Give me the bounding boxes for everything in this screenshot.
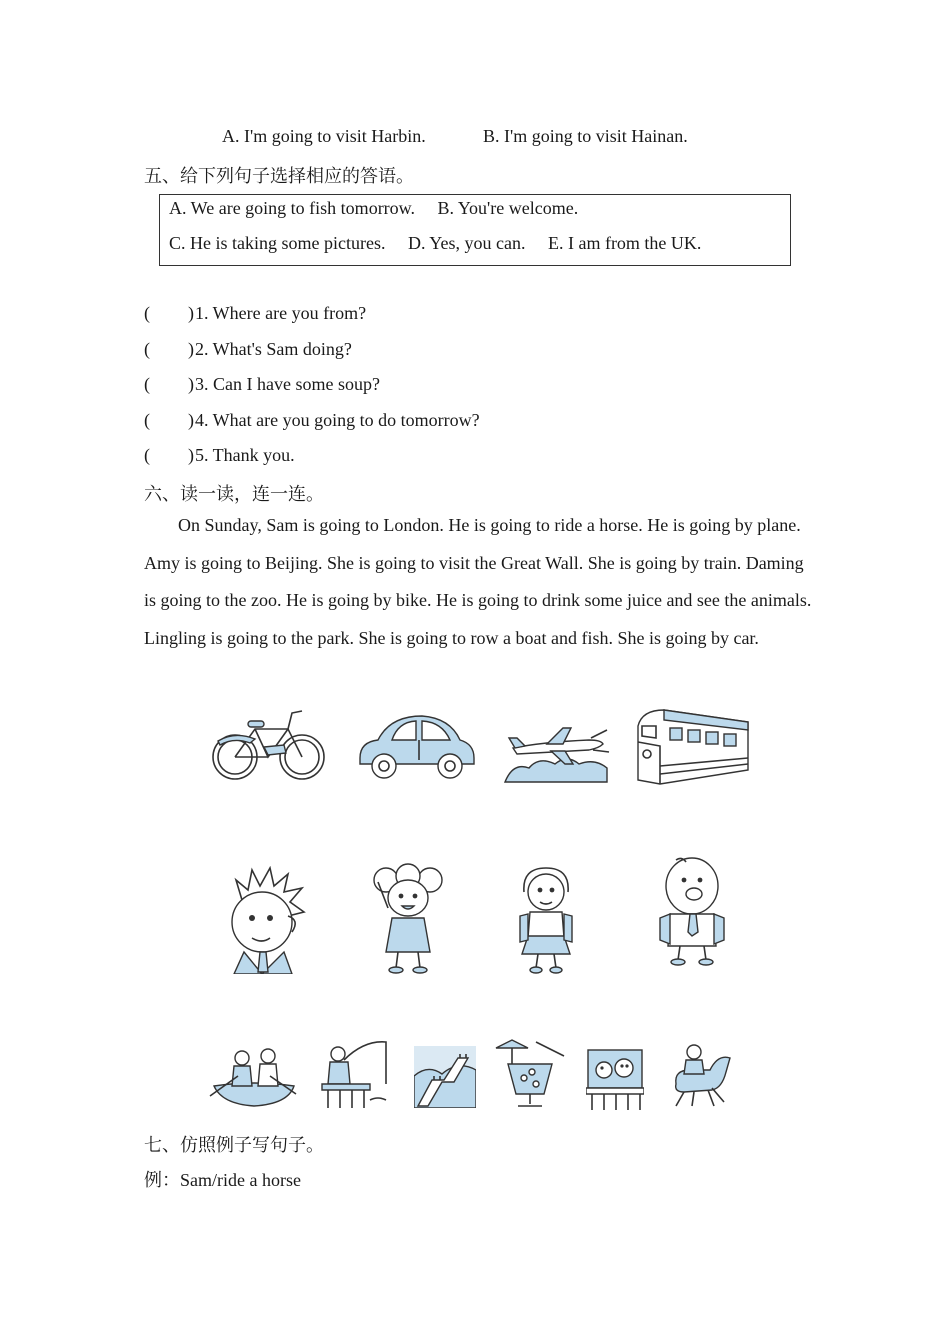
option-a: A. I'm going to visit Harbin.	[222, 126, 426, 146]
section6-heading: 六、读一读，连一连。	[144, 484, 324, 504]
bracket-open: (	[144, 374, 150, 394]
option-b: B. I'm going to visit Hainan.	[483, 126, 688, 146]
bracket-open: (	[144, 410, 150, 430]
juice-picture	[494, 1038, 566, 1110]
great-wall-picture	[414, 1046, 476, 1108]
car-picture	[356, 712, 478, 782]
section7-heading: 七、仿照例子写句子。	[144, 1135, 324, 1155]
question-text: 4. What are you going to do tomorrow?	[195, 410, 480, 430]
bracket-open: (	[144, 339, 150, 359]
answer-box	[159, 194, 791, 266]
boy-spiky-hair-picture	[222, 866, 308, 974]
bracket-open: (	[144, 303, 150, 323]
girl-backpack-picture	[514, 862, 578, 974]
section5-heading: 五、给下列句子选择相应的答语。	[144, 166, 414, 186]
boy-round-head-picture	[656, 854, 728, 966]
zoo-animals-picture	[586, 1048, 644, 1110]
reading-passage: On Sunday, Sam is going to London. He is going to ride a horse. He is going by plane. Amy is going to Beijing. She is going to visit the Great Wall. She is going by train. Daming is going to the zoo. He is going by bike. He is going to drink some juice and see the animals. Lingling is going to the park. She is going to row a boat and fish. She is going by car.	[144, 515, 812, 648]
bracket-close: )	[188, 374, 194, 394]
question-text: 5. Thank you.	[195, 445, 295, 465]
bracket-close: )	[188, 339, 194, 359]
answer-box-line-2: C. He is taking some pictures. D. Yes, you can. E. I am from the UK.	[169, 233, 702, 253]
bracket-close: )	[188, 445, 194, 465]
answer-box-line-1: A. We are going to fish tomorrow. B. You're welcome.	[169, 198, 579, 218]
ride-horse-picture	[664, 1044, 736, 1108]
train-picture	[634, 706, 750, 786]
bracket-close: )	[188, 410, 194, 430]
section7-example: 例：Sam/ride a horse	[144, 1170, 301, 1190]
question-text: 1. Where are you from?	[195, 303, 367, 323]
bike-picture	[210, 705, 328, 785]
plane-picture	[503, 722, 611, 784]
girl-curly-hair-picture	[372, 862, 444, 974]
question-text: 3. Can I have some soup?	[195, 374, 380, 394]
question-text: 2. What's Sam doing?	[195, 339, 352, 359]
fishing-picture	[320, 1040, 390, 1110]
bracket-close: )	[188, 303, 194, 323]
row-boat-picture	[208, 1046, 300, 1108]
bracket-open: (	[144, 445, 150, 465]
